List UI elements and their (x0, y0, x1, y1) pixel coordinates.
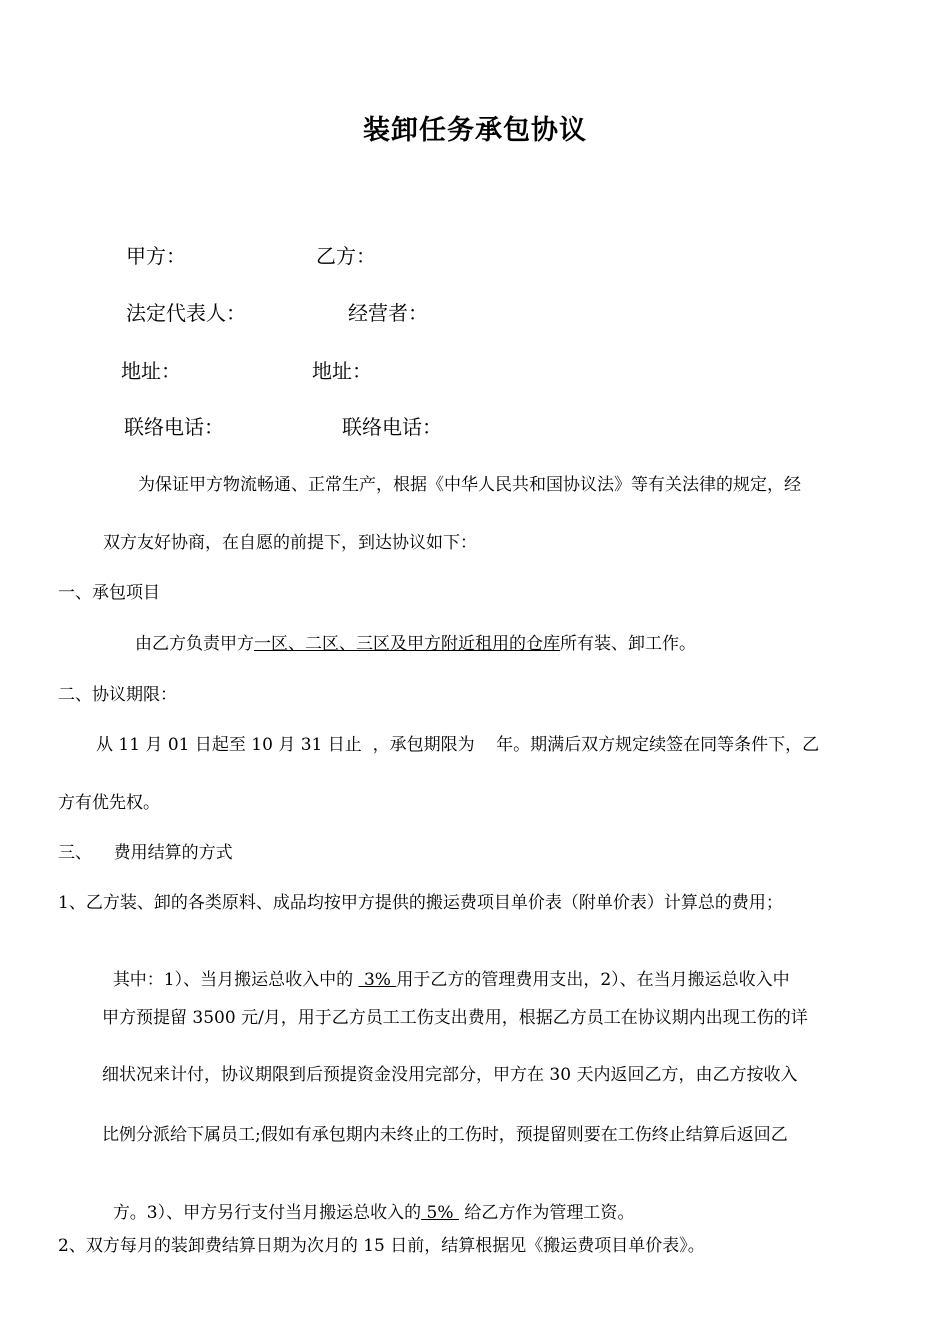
operator-label: 经营者： (348, 301, 428, 325)
list-item: 2、双方每月的装卸费结算日期为次月的 15 日前，结算根据见《搬运费项目单价表》。 (58, 1236, 705, 1256)
detail-line (102, 945, 790, 990)
paragraph-text: 由乙方负责甲方 (135, 634, 254, 654)
party-b-address-label: 地址： (312, 359, 372, 383)
section-paragraph (135, 629, 696, 654)
detail-line (102, 1178, 634, 1223)
underlined-text: 一区、二区、三区及甲方附近租用的仓库 (254, 634, 560, 654)
detail-line: 细状况来计付，协议期限到后预提资金没用完部分，甲方在 30 天内返回乙方，由乙方按收入 (102, 1065, 798, 1085)
legal-representative-label: 法定代表人： (126, 301, 246, 325)
party-a-address-label: 地址： (121, 359, 181, 383)
percentage-value: 5% (421, 1203, 459, 1223)
party-b-label: 乙方： (316, 244, 376, 268)
party-b-phone-label: 联络电话： (342, 415, 442, 439)
party-a-label: 甲方： (126, 244, 186, 268)
section-paragraph-line: 方有优先权。 (58, 793, 160, 813)
paragraph-text: 给乙方作为管理工资。 (458, 1203, 635, 1223)
intro-paragraph-line: 双方友好协商，在自愿的前提下，到达协议如下： (103, 533, 477, 553)
section-heading: 三、 费用结算的方式 (58, 843, 233, 863)
detail-line: 甲方预提留 3500 元/月，用于乙方员工工伤支出费用，根据乙方员工在协议期内出现工伤的详 (102, 1008, 808, 1028)
intro-paragraph-line: 为保证甲方物流畅通、正常生产，根据《中华人民共和国协议法》等有关法律的规定，经 (138, 475, 801, 495)
percentage-value: 3% (358, 970, 397, 990)
document-title: 装卸任务承包协议 (363, 115, 587, 146)
paragraph-text: 所有装、卸工作。 (560, 634, 696, 654)
section-heading: 二、协议期限： (58, 685, 177, 705)
section-heading: 一、承包项目 (58, 583, 160, 603)
detail-line: 比例分派给下属员工;假如有承包期内未终止的工伤时，预提留则要在工伤终止结算后返回乙 (102, 1125, 788, 1145)
paragraph-text: 用于乙方的管理费用支出，2）、在当月搬运总收入中 (396, 970, 790, 990)
paragraph-text: 其中：1）、当月搬运总收入中的 (112, 970, 359, 990)
paragraph-text: 方。3）、甲方另行支付当月搬运总收入的 (112, 1203, 422, 1223)
party-a-phone-label: 联络电话： (124, 415, 224, 439)
list-item: 1、乙方装、卸的各类原料、成品均按甲方提供的搬运费项目单价表（附单价表）计算总的费用； (58, 893, 783, 913)
section-paragraph-line: 从 11 月 01 日起至 10 月 31 日止 ，承包期限为 年。期满后双方规定续签在同等条件下，乙 (96, 735, 820, 755)
